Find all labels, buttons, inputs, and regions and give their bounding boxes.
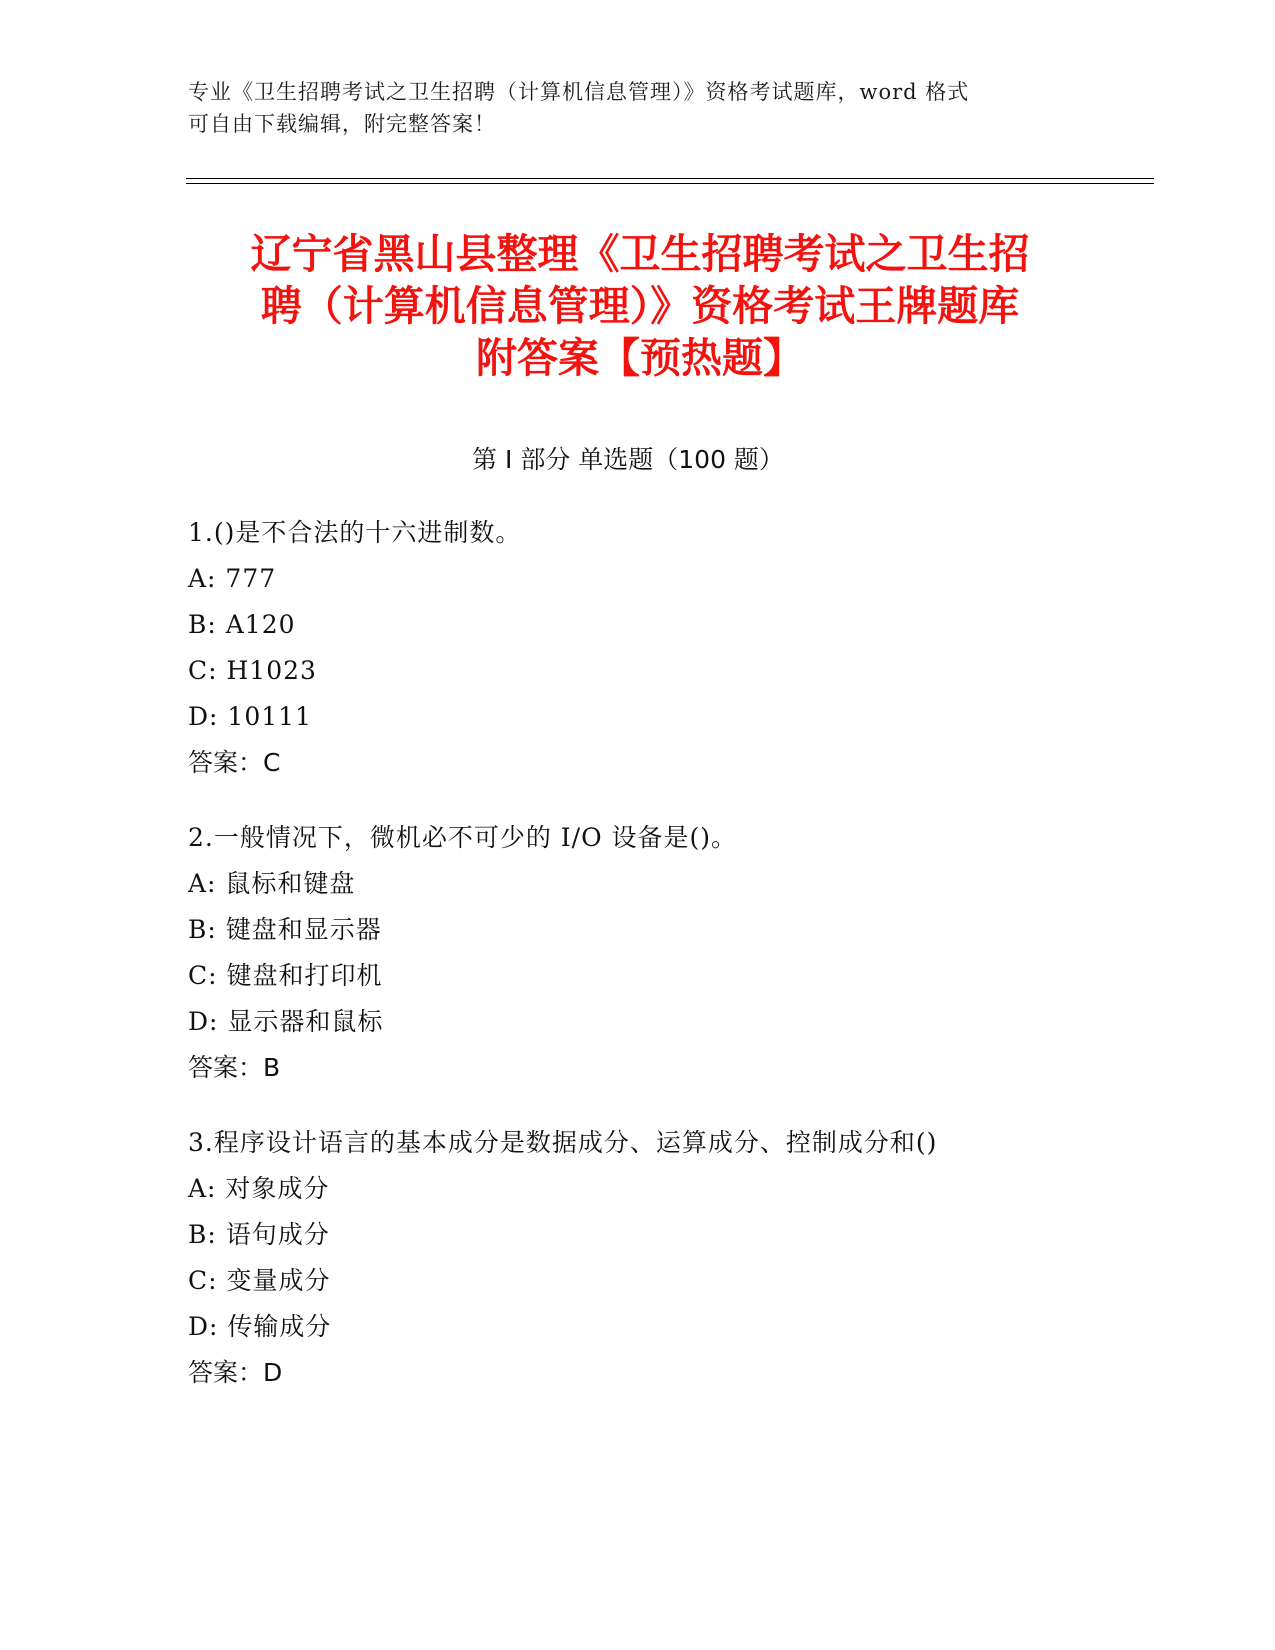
option-b: B: 语句成分 (188, 1220, 330, 1249)
option-d: D: 10111 (188, 702, 312, 731)
answer-label: 答案：C (188, 748, 281, 777)
question-stem: 3.程序设计语言的基本成分是数据成分、运算成分、控制成分和() (188, 1128, 938, 1157)
answer-label: 答案：B (188, 1053, 281, 1082)
answer-label: 答案：D (188, 1358, 283, 1387)
header-divider-bottom (186, 183, 1154, 184)
title-line-3: 附答案【预热题】 (476, 334, 804, 382)
question-item (188, 1120, 1088, 1396)
question-stem: 2.一般情况下，微机必不可少的 I/O 设备是()。 (188, 823, 738, 852)
option-a: A: 777 (188, 564, 277, 593)
title-line-1: 辽宁省黑山县整理《卫生招聘考试之卫生招 (250, 230, 1030, 278)
option-b: B: 键盘和显示器 (188, 915, 382, 944)
header-note-line-1: 专业《卫生招聘考试之卫生招聘（计算机信息管理）》资格考试题库，word 格式 (188, 80, 970, 104)
option-c: C: 键盘和打印机 (188, 961, 383, 990)
document-header-note (188, 76, 1068, 140)
option-a: A: 鼠标和键盘 (188, 869, 356, 898)
question-item (188, 510, 1088, 786)
question-stem: 1.()是不合法的十六进制数。 (188, 518, 522, 547)
section-heading: 第 I 部分 单选题（100 题） (472, 445, 784, 474)
option-c: C: H1023 (188, 656, 317, 685)
title-line-2: 聘（计算机信息管理）》资格考试王牌题库 (260, 282, 1020, 330)
option-d: D: 显示器和鼠标 (188, 1007, 384, 1036)
option-a: A: 对象成分 (188, 1174, 330, 1203)
header-divider-top (186, 178, 1154, 179)
question-item (188, 815, 1088, 1091)
option-d: D: 传输成分 (188, 1312, 332, 1341)
option-c: C: 变量成分 (188, 1266, 331, 1295)
option-b: B: A120 (188, 610, 296, 639)
document-title (180, 228, 1100, 384)
header-note-line-2: 可自由下载编辑，附完整答案！ (188, 112, 496, 136)
